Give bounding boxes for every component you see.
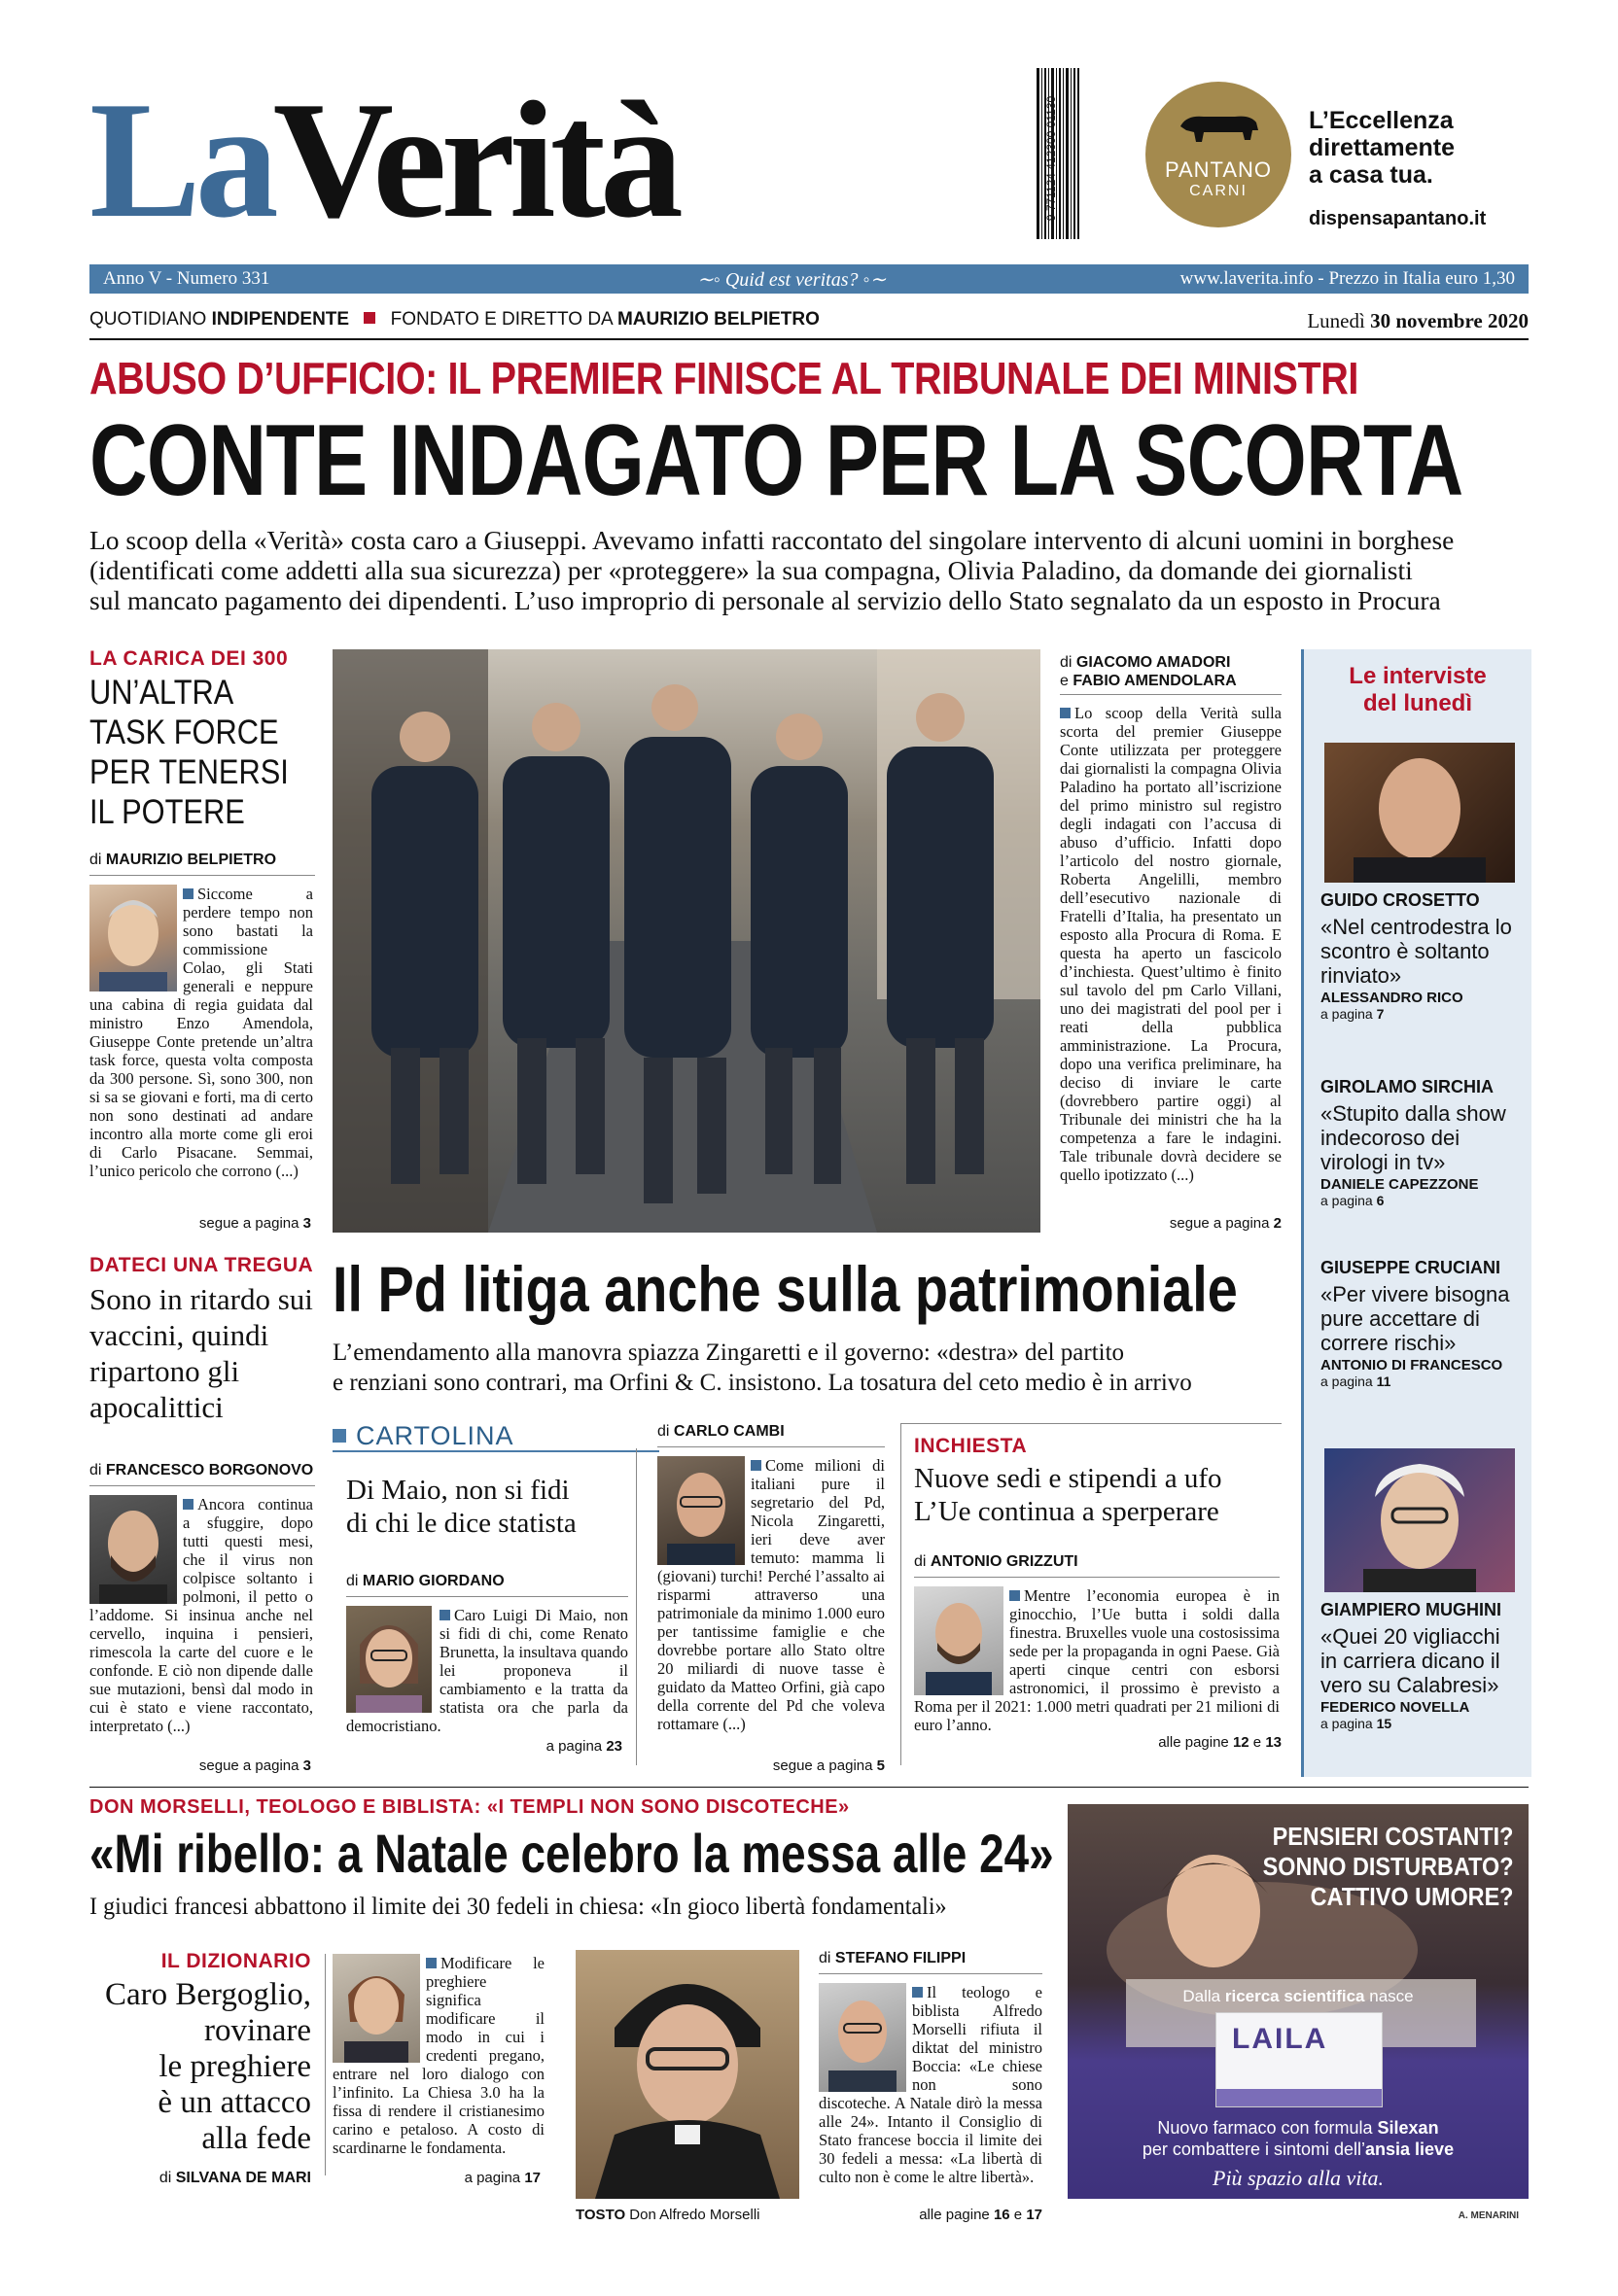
cartolina-frame: [636, 1448, 637, 1765]
ref-page-2: 13: [1265, 1734, 1282, 1751]
cartolina-label: [333, 1421, 659, 1452]
logo-la: La: [89, 68, 273, 253]
cambi-author: CARLO CAMBI: [673, 1423, 785, 1440]
vaccini-byline: [89, 1462, 313, 1479]
bull-icon: [1175, 109, 1262, 146]
interviste-title: [1304, 663, 1531, 717]
interview-item-4[interactable]: [1320, 1600, 1521, 1731]
dizionario-author: SILVANA DE MARI: [175, 2170, 311, 2186]
ref-label: segue a pagina: [198, 1215, 303, 1232]
cartolina-body-text: Caro Luigi Di Maio, non si fidi di chi, come Renato Brunetta, la insultava quando lei proponeva il cambiamento e la tratta da statista ora che parla da democristiano.: [346, 1606, 628, 1735]
dizionario-kicker: IL DIZIONARIO: [160, 1950, 311, 1972]
lead-body-text: Lo scoop della Verità sulla scorta del premier Giuseppe Conte utilizzata per proteggere dai giornalisti la compagna Olivia Paladino ha portato all’iscrizione del primo ministro sul registro degli indagati con l’accusa di abuso d’ufficio. Infatti dopo l’articolo del nostro giornale, Roberta Angelilli, membro dell’esecutivo nazionale di Fratelli d’Italia, ha presentato un esposto alla Procura di Roma. E questa ha aperto un fascicolo d’inchiesta. Quest’ultimo è finito sul tavolo del pm Carlo Villani, uno dei magistrati del pool per i reati della pubblica amministrazione. La Procura, dopo una verifica preliminare, ha deciso di inviare le carte (dovrebbero partire oggi) al Tribunale dei ministri che ha la competenza a fare le indagini. Tale tribunale dovrà decidere se quello ipotizzato (...): [1060, 704, 1282, 1184]
interview-quote: «Per vivere bisogna pure accettare di correre rischi»: [1320, 1282, 1510, 1355]
pantano-ad[interactable]: [1145, 82, 1291, 227]
vaccini-headline[interactable]: Sono in ritardo sui vaccini, quindi ripartono gli apocalittici: [89, 1282, 313, 1424]
laila-box: [1215, 2012, 1383, 2107]
laila-line2: SONNO DISTURBATO?: [1262, 1852, 1513, 1881]
body-square-icon: [1009, 1590, 1020, 1601]
filippi-body-text: Il teologo e biblista Alfredo Morselli rifiuta il diktat del ministro Boccia: «Le chiese non sono discoteche. A Natale dirò la messa alle 24». Intanto il Consiglio di Stato francese boccia il limite dei 30 fedeli a messa: «La libertà di culto non è come le altre libertà».: [819, 1983, 1042, 2186]
inchiesta-headline-line1: Nuove sedi e stipendi a ufo: [914, 1463, 1222, 1494]
barcode-number: 9 771124 412300 01130: [1044, 95, 1058, 222]
body-square-icon: [426, 1958, 437, 1968]
pantano-url[interactable]: dispensapantano.it: [1309, 208, 1487, 229]
interview-ref: [1320, 1006, 1521, 1022]
info-indipendente: INDIPENDENTE: [211, 309, 350, 330]
cartolina-byline: [346, 1573, 505, 1590]
laila-science-1: Dalla: [1182, 1987, 1225, 2005]
dizionario-headline-line5: alla fede: [201, 2121, 311, 2156]
lead-author-1: GIACOMO AMADORI: [1075, 654, 1231, 671]
bottom-section-divider: [89, 1787, 1529, 1788]
inchiesta-float: [914, 1586, 1009, 1697]
vaccini-body-text: Ancora continua a sfuggire, dopo tutti questi mesi, che il virus non colpisce soltanto i polmoni, il petto o l’addome. Si insinua anche nel cervello, inquina i pensieri, rimescola la carte del cuore e le confonde. E ciò non dipende dalle sue mutazioni, bensì dal modo in cui è stato e viene raccontato, interpretato (...): [89, 1495, 313, 1735]
mughini-photo: [1324, 1448, 1515, 1592]
interviewee-name: GUIDO CROSETTO: [1320, 890, 1480, 910]
date-value: 30 novembre 2020: [1370, 309, 1529, 332]
editorial-body-text: Siccome a perdere tempo non sono bastati la commissione Colao, gli Stati generali e neppure una cabina di regia guidata dal ministro Enzo Amendola, Giuseppe Conte pretende un’altra task force, questa volta composta da 300 persone. Sì, sono 300, non si sa se giovani e forti, ma di certo non sono destinati ad andare incontro alla morte come gli eroi di Carlo Pisacane. Semmai, l’unico pericolo che corrono (...): [89, 885, 313, 1180]
dizionario-body-text: Modificare le preghiere significa modificare il modo in cui i credenti pregano, entrare nel loro dialogo con l’infinito. La Chiesa 3.0 ha la fissa di rendere il cristianesimo carino e petaloso. A costo di scardinarne le fondamenta.: [333, 1954, 545, 2157]
interview-item-3[interactable]: [1320, 1258, 1521, 1389]
masthead-bar: [89, 264, 1529, 294]
pantano-slogan-line2: direttamente: [1309, 134, 1456, 161]
lead-author-2: FABIO AMENDOLARA: [1073, 673, 1237, 689]
pd-summary-line2: e renziani sono contrari, ma Orfini & C. insistono. La tosatura del ceto medio è in arrivo: [333, 1370, 1192, 1396]
filippi-body: [819, 1983, 1042, 2186]
info-square: [364, 312, 375, 324]
laila-box-stripe: [1216, 2089, 1382, 2106]
ref-page: 17: [524, 2170, 541, 2186]
laila-ad[interactable]: [1068, 1804, 1529, 2232]
filippi-ref[interactable]: [919, 2207, 1042, 2223]
interviste-title-line2: del lunedì: [1362, 690, 1472, 716]
lead-summary: [89, 525, 1529, 615]
inchiesta-headline-line2: L’Ue continua a sperperare: [914, 1496, 1219, 1527]
date-day: Lunedì: [1307, 309, 1371, 332]
editorial-headline-line3: PER TENERSI: [89, 753, 289, 791]
cartolina-float: [346, 1606, 440, 1715]
byline-di: di: [657, 1423, 674, 1440]
pantano-brand: PANTANO: [1164, 157, 1273, 182]
laila-line1: PENSIERI COSTANTI?: [1272, 1822, 1513, 1851]
filippi-author: STEFANO FILIPPI: [834, 1950, 967, 1966]
laila-tagline: Più spazio alla vita.: [1213, 2166, 1384, 2190]
interview-quote: «Nel centrodestra lo scontro è soltanto rinviato»: [1320, 915, 1512, 988]
ref-label: a pagina: [464, 2170, 525, 2186]
cartolina-body: [346, 1606, 628, 1735]
cambi-float: [657, 1456, 751, 1567]
morselli-headline[interactable]: «Mi ribello: a Natale celebro la messa alle 24»: [89, 1823, 1054, 1884]
lead-summary-line3: sul mancato pagamento dei dipendenti. L’uso improprio di personale al servizio dello Stato segnalato da un esposto in Procura: [89, 585, 1441, 615]
morselli-photo: [576, 1950, 799, 2199]
body-square-icon: [440, 1610, 450, 1620]
cartolina-author: MARIO GIORDANO: [362, 1573, 505, 1589]
interview-ref: [1320, 1193, 1521, 1208]
inchiesta-author: ANTONIO GRIZZUTI: [930, 1553, 1078, 1570]
morselli-kicker: DON MORSELLI, TEOLOGO E BIBLISTA: «I TEMPLI NON SONO DISCOTECHE»: [89, 1796, 850, 1818]
laila-science: [1068, 1987, 1529, 2006]
interview-author: DANIELE CAPEZZONE: [1320, 1176, 1479, 1193]
ref-page: 3: [302, 1215, 311, 1232]
byline-di: di: [89, 852, 106, 868]
morselli-caption: [576, 2207, 760, 2223]
laila-footer: [1068, 2199, 1529, 2232]
filippi-divider: [819, 1973, 1042, 1974]
editorial-headline[interactable]: [89, 673, 289, 832]
cartolina-headline-line2: di chi le dice statista: [346, 1508, 577, 1539]
morselli-summary: I giudici francesi abbattono il limite dei 30 fedeli in chiesa: «In gioco libertà fondamentali»: [89, 1894, 947, 1920]
cambi-byline: [657, 1423, 785, 1441]
byline-di: di: [158, 2170, 176, 2186]
ref-page: 2: [1273, 1215, 1282, 1232]
motto: [697, 267, 886, 292]
laila-headline: [1262, 1822, 1513, 1912]
ref-page: 16: [993, 2207, 1010, 2223]
dizionario-headline-line1: Caro Bergoglio,: [104, 1977, 311, 2012]
ref-label: a pagina: [1320, 1193, 1377, 1208]
interview-author: ANTONIO DI FRANCESCO: [1320, 1357, 1503, 1374]
interview-author: FEDERICO NOVELLA: [1320, 1699, 1470, 1716]
vaccini-author: FRANCESCO BORGONOVO: [105, 1462, 314, 1478]
lead-photo: [333, 649, 1040, 1233]
vaccini-body: [89, 1495, 313, 1735]
pantano-slogan: [1309, 107, 1455, 189]
vaccini-divider: [89, 1485, 315, 1486]
dizionario-headline-line2: rovinare: [204, 2013, 311, 2048]
editorial-headline-line2: TASK FORCE: [89, 713, 279, 751]
lead-body: [1060, 704, 1282, 1184]
filippi-byline: [819, 1950, 966, 1967]
interviewee-name: GIUSEPPE CRUCIANI: [1320, 1258, 1501, 1277]
editorial-author: MAURIZIO BELPIETRO: [105, 852, 277, 868]
cambi-divider: [657, 1446, 885, 1447]
lead-ref[interactable]: [1170, 1215, 1282, 1232]
pantano-slogan-line3: a casa tua.: [1309, 161, 1433, 189]
body-square-icon: [183, 1499, 193, 1510]
dizionario-headline[interactable]: [105, 1977, 311, 2157]
byline-e: e: [1060, 673, 1073, 689]
motto-ornament-right: ◦∼: [858, 269, 887, 291]
cambi-body-text: Come milioni di italiani pure il segretario del Pd, Nicola Zingaretti, ieri deve aver temuto: mamma li (giovani) turchi! Perché l’assalto ai risparmi attraverso una patrimoniale da minimo 1.000 euro per tantissime famiglie e che dovrebbe portare allo Stato oltre 20 miliardi di nuove tasse è guidato da Matteo Orfini, già capo della corrente del Pd che voleva rottamare (...): [657, 1456, 885, 1733]
lead-photo-scene: [333, 649, 1040, 1233]
portrait-graphic: [1324, 743, 1515, 883]
newspaper-logo[interactable]: [89, 68, 678, 253]
inchiesta-body-text: Mentre l’economia europea è in ginocchio, l’Ue butta i soldi dalla finestra. Bruxelles vuole una costosissima sede per la propaganda in ogni Paese. Già aperti cinque centri con esborsi astronomici, il prossimo è previsto a Roma per il 2021: 1.000 metri quadrati per 21 milioni di euro l’anno.: [914, 1586, 1280, 1734]
inchiesta-frame-top: [900, 1423, 1282, 1424]
dizionario-body: [333, 1954, 545, 2157]
dizionario-headline-line4: è un attacco: [158, 2085, 311, 2120]
body-square-icon: [183, 888, 193, 899]
inchiesta-divider: [914, 1577, 1280, 1578]
interviewee-name: GIROLAMO SIRCHIA: [1320, 1077, 1494, 1096]
inchiesta-body: [914, 1586, 1280, 1734]
site-price[interactable]: www.laverita.info - Prezzo in Italia euro 1,30: [1179, 268, 1515, 289]
ref-label: a pagina: [1320, 1716, 1377, 1731]
pd-headline[interactable]: Il Pd litiga anche sulla patrimoniale: [333, 1253, 1238, 1325]
interview-quote: «Stupito dalla show indecoroso dei virologi in tv»: [1320, 1101, 1506, 1174]
ref-label: alle pagine: [919, 2207, 994, 2223]
inchiesta-byline: [914, 1553, 1078, 1571]
info-director: MAURIZIO BELPIETRO: [616, 309, 820, 330]
editorial-headline-line1: UN’ALTRA: [89, 674, 234, 712]
ref-page: 6: [1376, 1193, 1385, 1208]
editorial-divider: [89, 875, 315, 876]
lead-summary-line2: (identificati come addetti alla sua sicurezza) per «proteggere» la sua compagna, Olivia Paladino, da domande dei giornalisti: [89, 555, 1413, 585]
ref-label: segue a pagina: [198, 1757, 303, 1774]
editorial-body: [89, 885, 313, 1180]
ref-page: 15: [1376, 1716, 1392, 1731]
ref-label: a pagina: [545, 1738, 607, 1755]
cartolina-divider: [346, 1596, 628, 1597]
byline-di: di: [914, 1553, 931, 1570]
ref-label: segue a pagina: [772, 1757, 877, 1774]
ref-page: 23: [606, 1738, 622, 1755]
cartolina-square-icon: [333, 1429, 346, 1443]
crosetto-photo: [1324, 743, 1515, 883]
ref-e: e: [1009, 2207, 1027, 2223]
interview-ref: [1320, 1716, 1521, 1731]
inchiesta-frame-left: [900, 1423, 901, 1765]
laila-formula-4: ansia lieve: [1365, 2139, 1455, 2159]
interview-ref: [1320, 1374, 1521, 1389]
body-square-icon: [751, 1460, 761, 1471]
interview-item-1[interactable]: [1320, 890, 1521, 1022]
motto-text: Quid est veritas?: [724, 269, 859, 291]
ref-label: alle pagine: [1158, 1734, 1233, 1751]
ref-label: segue a pagina: [1169, 1215, 1274, 1232]
laila-product: LAILA: [1232, 2023, 1328, 2055]
interview-item-2[interactable]: [1320, 1077, 1521, 1208]
vaccini-ref[interactable]: [199, 1757, 311, 1774]
editorial-headline-line4: IL POTERE: [89, 793, 245, 831]
interview-author: ALESSANDRO RICO: [1320, 990, 1463, 1006]
ref-page: 5: [876, 1757, 885, 1774]
cambi-body: [657, 1456, 885, 1733]
byline-di: di: [819, 1950, 835, 1966]
cartolina-headline-line1: Di Maio, non si fidi: [346, 1475, 570, 1506]
ref-label: a pagina: [1320, 1374, 1377, 1389]
lead-divider: [1060, 694, 1282, 695]
pd-summary: [333, 1338, 1285, 1398]
logo-verita: Verità: [272, 68, 678, 253]
body-square-icon: [912, 1987, 923, 1998]
info-fondato: FONDATO E DIRETTO DA: [390, 309, 617, 330]
issue-number: Anno V - Numero 331: [103, 268, 270, 289]
laila-formula: [1068, 2117, 1529, 2160]
laila-formula-1: Nuovo farmaco con formula: [1157, 2118, 1378, 2138]
editorial-float: [89, 885, 183, 993]
dizionario-divider: [325, 1954, 326, 2175]
dizionario-float: [333, 1954, 426, 2063]
editorial-kicker: LA CARICA DEI 300: [89, 647, 289, 670]
laila-line3: CATTIVO UMORE?: [1310, 1882, 1513, 1911]
ref-page: 12: [1232, 1734, 1249, 1751]
lead-headline[interactable]: CONTE INDAGATO PER LA SCORTA: [89, 404, 1463, 517]
laila-brand: A. MENARINI: [1458, 2210, 1519, 2221]
vaccini-kicker: DATECI UNA TREGUA: [89, 1254, 314, 1276]
inchiesta-headline[interactable]: [914, 1462, 1222, 1528]
laila-formula-3: per combattere i sintomi dell’: [1142, 2139, 1366, 2159]
masthead-info: [89, 309, 820, 330]
barcode: [1033, 68, 1081, 253]
interviste-title-line1: Le interviste: [1349, 663, 1487, 689]
ref-page: 11: [1376, 1374, 1391, 1389]
cambi-ref[interactable]: [773, 1757, 885, 1774]
laila-science-2: ricerca scientifica: [1224, 1987, 1365, 2005]
byline-di: di: [1060, 654, 1076, 671]
ref-page: 7: [1376, 1006, 1385, 1022]
inchiesta-kicker: INCHIESTA: [914, 1435, 1028, 1457]
pd-summary-line1: L’emendamento alla manovra spiazza Zingaretti e il governo: «destra» del partito: [333, 1339, 1125, 1366]
issue-date: [1307, 309, 1529, 333]
motto-ornament-left: ∼◦: [697, 269, 725, 291]
dizionario-byline: [159, 2170, 311, 2187]
pantano-brand-sub: CARNI: [1189, 183, 1248, 199]
editorial-byline: [89, 852, 276, 869]
ref-label: a pagina: [1320, 1006, 1377, 1022]
body-square-icon: [1060, 708, 1071, 718]
portrait-graphic: [1324, 1448, 1515, 1592]
dizionario-headline-line3: le preghiere: [158, 2049, 311, 2084]
dizionario-ref[interactable]: [465, 2170, 541, 2186]
ref-page-2: 17: [1026, 2207, 1042, 2223]
cartolina-headline[interactable]: [346, 1474, 577, 1540]
lead-byline: [1060, 653, 1237, 690]
cartolina-ref[interactable]: [546, 1738, 622, 1755]
cartolina-label-text: CARTOLINA: [356, 1421, 514, 1450]
interviewee-name: GIAMPIERO MUGHINI: [1320, 1600, 1502, 1619]
info-quotidiano: QUOTIDIANO: [89, 309, 212, 330]
caption-label: TOSTO: [576, 2207, 626, 2223]
inchiesta-ref[interactable]: [1158, 1734, 1282, 1751]
ref-page: 3: [302, 1757, 311, 1774]
byline-di: di: [346, 1573, 363, 1589]
caption-text: Don Alfredo Morselli: [625, 2207, 760, 2223]
pantano-slogan-line1: L’Eccellenza: [1309, 107, 1454, 134]
ref-e: e: [1249, 1734, 1266, 1751]
portrait-graphic: [576, 1950, 799, 2199]
editorial-ref[interactable]: [199, 1215, 311, 1232]
vaccini-float: [89, 1495, 183, 1606]
byline-di: di: [89, 1462, 106, 1478]
lead-kicker: ABUSO D’UFFICIO: IL PREMIER FINISCE AL TRIBUNALE DEI MINISTRI: [89, 353, 1358, 403]
interview-quote: «Quei 20 vigliacchi in carriera dicano il vero su Calabresi»: [1320, 1624, 1500, 1697]
masthead-divider: [89, 338, 1529, 340]
laila-formula-2: Silexan: [1377, 2118, 1439, 2138]
laila-science-3: nasce: [1364, 1987, 1414, 2005]
filippi-float: [819, 1983, 912, 2092]
lead-summary-line1: Lo scoop della «Verità» costa caro a Giuseppi. Avevamo infatti raccontato del singolare intervento di alcuni uomini in borghese: [89, 525, 1455, 555]
